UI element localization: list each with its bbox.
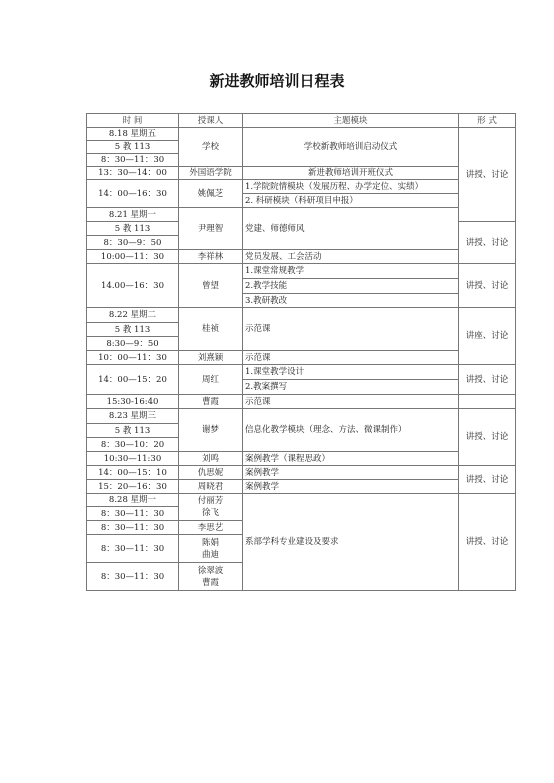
room-cell: 5 教 113	[87, 424, 179, 438]
time-cell: 10：00—11：30	[87, 351, 179, 365]
time-cell: 15：20—16：30	[87, 480, 179, 494]
teacher-cell	[179, 563, 243, 591]
topic-cell: 党建、师德师风	[243, 208, 459, 250]
form-cell: 讲授、讨论	[459, 222, 516, 264]
topic-cell: 3.教研教改	[243, 294, 459, 308]
topic-cell: 信息化教学模块（理念、方法、微课制作）	[243, 409, 459, 452]
teacher-cell: 外国语学院	[179, 167, 243, 180]
form-cell: 讲授、讨论	[459, 128, 516, 222]
teacher-cell: 曹霞	[179, 395, 243, 409]
teacher-cell: 尹理智	[179, 208, 243, 250]
topic-cell: 2. 科研模块（科研项目申报）	[243, 194, 459, 208]
topic-cell: 1.学院院情模块（发展历程、办学定位、实绩）	[243, 180, 459, 194]
teacher-name: 陈娟	[201, 537, 219, 548]
topic-cell: 2.教案撰写	[243, 380, 459, 395]
table-row	[87, 351, 516, 365]
time-cell: 14：00—15：20	[87, 365, 179, 395]
form-cell: 讲授、讨论	[459, 494, 516, 591]
form-cell: 讲授、讨论	[459, 466, 516, 494]
topic-cell: 2.教学技能	[243, 279, 459, 294]
room-cell: 5 教 113	[87, 323, 179, 337]
time-cell: 10:30—11:30	[87, 452, 179, 466]
teacher-cell: 曾望	[179, 264, 243, 308]
time-cell: 8：30—11：30	[87, 535, 179, 563]
time-cell: 8：30—11：30	[87, 154, 179, 167]
header-teacher: 授课人	[179, 114, 243, 128]
teacher-cell: 周红	[179, 365, 243, 395]
form-cell: 讲授、讨论	[459, 365, 516, 395]
teacher-cell	[179, 535, 243, 563]
table-row	[87, 128, 516, 141]
time-cell: 13：30—14：00	[87, 167, 179, 180]
date-cell: 8.18 星期五	[87, 128, 179, 141]
time-cell: 14.00—16：30	[87, 264, 179, 308]
time-cell: 10:00—11：30	[87, 250, 179, 264]
time-cell: 8：30—11：30	[87, 507, 179, 521]
teacher-name: 徐飞	[201, 508, 219, 518]
table-row	[87, 466, 516, 480]
teacher-cell: 桂祯	[179, 308, 243, 351]
teacher-name: 曹霞	[201, 577, 219, 588]
time-cell: 8:30—9：50	[87, 337, 179, 351]
topic-cell: 1.课堂教学设计	[243, 365, 459, 380]
teacher-cell: 刘鸣	[179, 452, 243, 466]
table-row	[87, 395, 516, 409]
form-cell: 讲座、讨论	[459, 308, 516, 365]
topic-cell: 新进教师培训开班仪式	[243, 167, 459, 180]
teacher-cell: 周晓君	[179, 480, 243, 494]
topic-cell: 系部学科专业建设及要求	[243, 494, 459, 591]
teacher-cell: 刘熹颖	[179, 351, 243, 365]
table-row	[87, 409, 516, 424]
teacher-cell: 学校	[179, 128, 243, 167]
topic-cell: 案例教学	[243, 466, 459, 480]
room-cell: 5 教 113	[87, 141, 179, 154]
table-row	[87, 494, 516, 507]
date-cell: 8.22 星期二	[87, 308, 179, 323]
time-cell: 15:30-16:40	[87, 395, 179, 409]
teacher-name: 付丽芳	[197, 496, 224, 506]
time-cell: 8：30—11：30	[87, 563, 179, 591]
header-topic: 主题模块	[243, 114, 459, 128]
teacher-cell: 李思艺	[179, 521, 243, 535]
form-cell: 讲授、讨论	[459, 409, 516, 466]
time-cell: 14：00—16：30	[87, 180, 179, 208]
page-title: 新进教师培训日程表	[209, 72, 345, 90]
table-row	[87, 308, 516, 323]
topic-cell: 示范课	[243, 351, 459, 365]
teacher-name: 曲迪	[201, 549, 219, 560]
table-row	[87, 167, 516, 180]
table-row	[87, 452, 516, 466]
time-cell: 8：30—11：30	[87, 521, 179, 535]
teacher-cell: 谢梦	[179, 409, 243, 452]
teacher-cell	[179, 494, 243, 521]
table-row	[87, 180, 516, 194]
teacher-cell: 李祥林	[179, 250, 243, 264]
teacher-cell: 姚佩芝	[179, 180, 243, 208]
room-cell: 5 教 113	[87, 222, 179, 236]
table-row	[87, 208, 516, 222]
table-row	[87, 250, 516, 264]
teacher-name: 徐翠波	[197, 565, 224, 576]
date-cell: 8.21 星期一	[87, 208, 179, 222]
table-header-row	[87, 114, 516, 128]
topic-cell: 示范课	[243, 395, 459, 409]
topic-cell: 示范课	[243, 308, 459, 351]
topic-cell: 学校新教师培训启动仪式	[243, 128, 459, 167]
table-row	[87, 480, 516, 494]
topic-cell: 案例教学	[243, 480, 459, 494]
header-time: 时 间	[87, 114, 179, 128]
teacher-cell: 仇思妮	[179, 466, 243, 480]
time-cell: 14：00—15：10	[87, 466, 179, 480]
date-cell: 8.28 星期一	[87, 494, 179, 507]
topic-cell: 1.课堂常规教学	[243, 264, 459, 279]
table-row	[87, 264, 516, 279]
topic-cell: 案例教学（课程思政）	[243, 452, 459, 466]
topic-cell: 党员发展、工会活动	[243, 250, 459, 264]
date-cell: 8.23 星期三	[87, 409, 179, 424]
table-row	[87, 365, 516, 380]
empty-cell	[459, 395, 516, 409]
time-cell: 8：30—9：50	[87, 236, 179, 250]
form-cell: 讲授、讨论	[459, 264, 516, 308]
time-cell: 8：30—10：20	[87, 438, 179, 452]
header-form: 形 式	[459, 114, 516, 128]
schedule-table	[86, 113, 516, 591]
